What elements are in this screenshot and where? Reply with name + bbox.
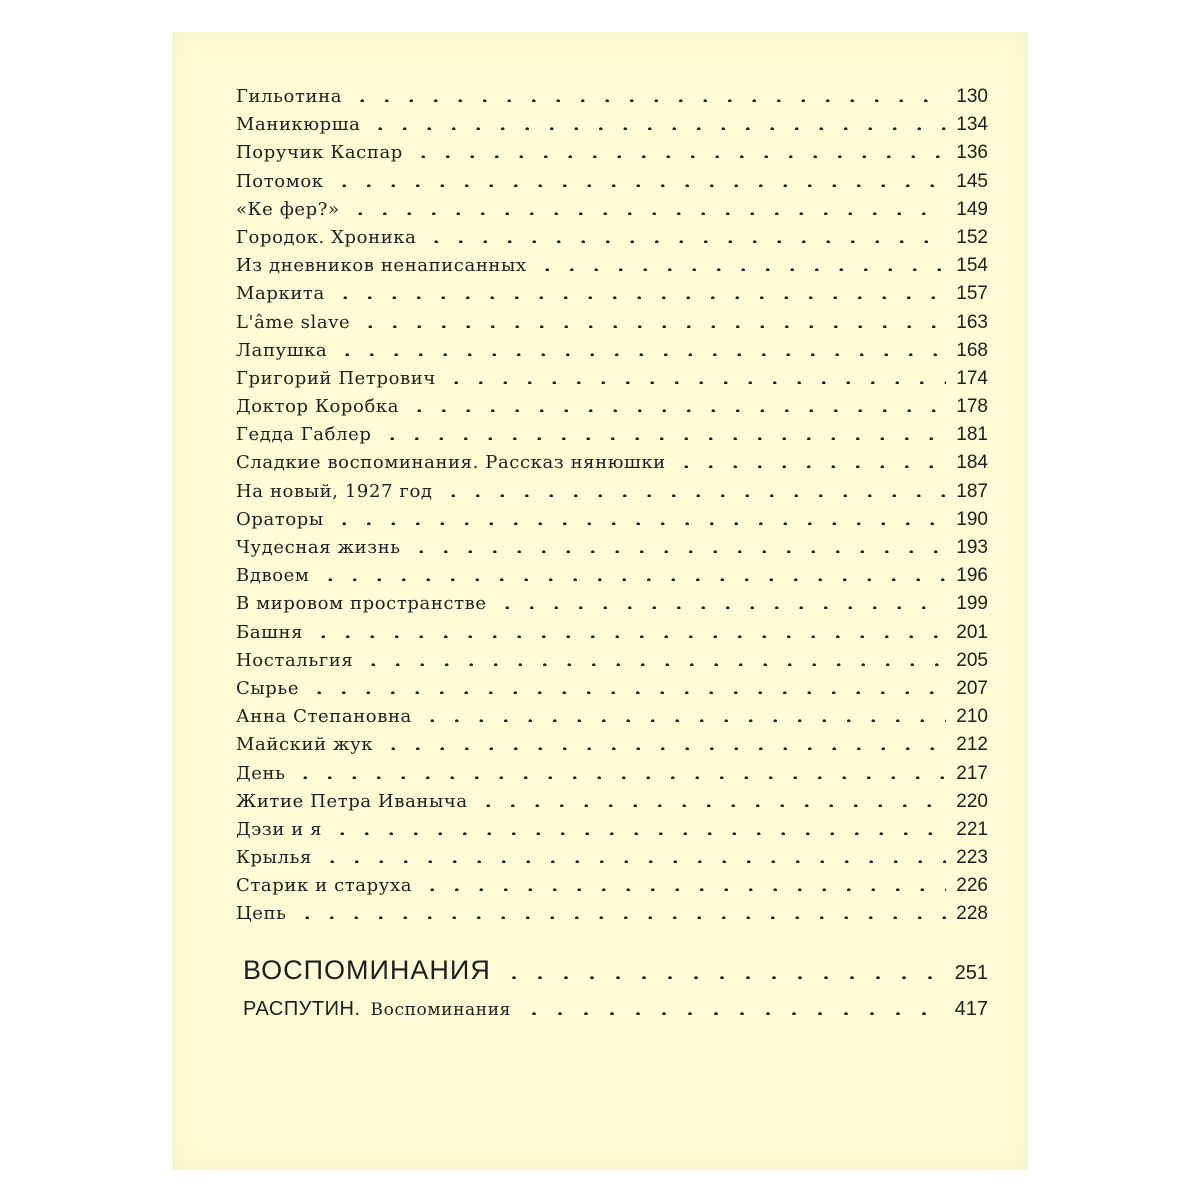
toc-entry <box>236 394 988 422</box>
toc-entry-page: 205 <box>956 649 988 671</box>
toc-entry-title: Поручик Каспар <box>236 142 403 164</box>
toc-entry-title: L'âme slave <box>236 311 351 333</box>
toc-entry-page: 207 <box>956 677 988 699</box>
toc-entry-page: 196 <box>956 565 988 587</box>
dot-leader <box>381 732 946 750</box>
dot-leader <box>420 873 946 891</box>
toc-entry <box>236 84 988 112</box>
dot-leader <box>444 366 946 384</box>
toc-entry-page: 130 <box>956 86 988 107</box>
dot-leader <box>320 845 946 863</box>
dot-leader <box>350 84 946 102</box>
toc-entry <box>236 704 988 732</box>
toc-entry-title: Гильотина <box>236 86 343 107</box>
toc-entry-page: 199 <box>956 593 988 615</box>
toc-entry-page: 187 <box>956 480 988 502</box>
toc-entry-page: 168 <box>956 339 988 361</box>
toc-entry <box>236 310 988 338</box>
toc-entry-title: Сырье <box>236 677 300 699</box>
dot-leader <box>318 563 947 581</box>
toc-entry <box>236 845 988 873</box>
toc-entry-page: 193 <box>956 537 988 558</box>
dot-leader <box>407 394 946 412</box>
toc-entry <box>236 169 988 197</box>
toc-entry-page: 210 <box>956 706 988 728</box>
toc-entry-title: Цепь <box>236 903 287 925</box>
toc-entry <box>236 422 988 450</box>
toc-entry <box>236 620 988 648</box>
toc-entry-page: 212 <box>956 734 988 756</box>
toc-entry-title: Городок. Хроника <box>236 226 417 248</box>
toc-entry-title: Маникюрша <box>236 114 361 136</box>
dot-leader <box>333 281 946 299</box>
toc-entry <box>236 676 988 704</box>
toc-entry <box>236 225 988 253</box>
dot-leader <box>380 422 947 440</box>
toc-entry-page: 174 <box>956 367 988 389</box>
toc-entry <box>236 112 988 140</box>
toc-entry-title: Ностальгия <box>236 649 354 671</box>
toc-entry <box>236 507 988 535</box>
toc-entry-title: Вдвоем <box>236 565 310 587</box>
toc-entry <box>236 873 988 901</box>
toc-entry <box>236 450 988 478</box>
toc-entry-page: 145 <box>956 170 988 192</box>
section-memoirs <box>243 955 988 986</box>
dot-leader <box>348 197 947 215</box>
toc-entry-title: Майский жук <box>236 734 374 756</box>
toc-entry <box>236 535 988 563</box>
dot-leader <box>674 450 947 468</box>
toc-entry <box>236 901 988 929</box>
dot-leader <box>293 761 946 779</box>
dot-leader <box>330 817 946 835</box>
toc-entry-title: «Ке фер?» <box>236 198 340 220</box>
dot-leader <box>361 648 946 666</box>
toc-entry-page: 157 <box>956 283 988 305</box>
toc-entry-title: Чудесная жизнь <box>236 537 401 558</box>
toc-entry-title: Дэзи и я <box>236 818 323 840</box>
dot-leader <box>476 789 947 807</box>
toc-entry-page: 181 <box>956 424 988 446</box>
toc-entry-title: В мировом пространстве <box>236 593 487 615</box>
toc-entry-title: Григорий Петрович <box>236 367 436 389</box>
dot-leader <box>411 140 946 158</box>
toc-entry-title: Житие Петра Иваныча <box>236 790 468 812</box>
dot-leader <box>368 112 946 130</box>
toc-entry <box>236 479 988 507</box>
toc-entry-title: Доктор Коробка <box>236 396 400 418</box>
dot-leader <box>335 338 946 356</box>
toc-entry-title: Анна Степановна <box>236 706 412 728</box>
section-rasputin-title: РАСПУТИН. <box>243 998 361 1020</box>
toc-entry-page: 220 <box>956 790 988 812</box>
dot-leader <box>424 225 946 243</box>
table-of-contents <box>236 84 988 930</box>
toc-entry-page: 228 <box>956 903 988 925</box>
toc-entry-page: 184 <box>956 452 988 474</box>
toc-entry <box>236 281 988 309</box>
toc-entry <box>236 817 988 845</box>
toc-entry-title: Потомок <box>236 170 324 192</box>
toc-entry-page: 149 <box>956 198 988 220</box>
dot-leader <box>307 676 946 694</box>
toc-entry <box>236 197 988 225</box>
toc-entry-page: 134 <box>956 114 988 136</box>
toc-entry-page: 221 <box>956 818 988 840</box>
dot-leader <box>535 253 947 271</box>
dot-leader <box>441 479 947 497</box>
toc-entry-title: Из дневников ненаписанных <box>236 255 527 277</box>
toc-entry <box>236 732 988 760</box>
dot-leader <box>332 169 947 187</box>
toc-entry-page: 223 <box>956 847 988 869</box>
toc-entry <box>236 591 988 619</box>
toc-entry-page: 136 <box>956 142 988 164</box>
toc-entry <box>236 789 988 817</box>
toc-entry-page: 163 <box>956 311 988 333</box>
toc-entry-page: 217 <box>956 762 988 784</box>
toc-entry-page: 201 <box>956 621 988 643</box>
dot-leader <box>332 507 946 525</box>
dot-leader <box>295 901 947 919</box>
toc-entry <box>236 366 988 394</box>
toc-entry-title: Крылья <box>236 847 312 869</box>
dot-leader <box>501 963 939 979</box>
toc-entry-title: Башня <box>236 621 304 643</box>
dot-leader <box>311 620 946 638</box>
toc-entry-page: 152 <box>956 226 988 248</box>
section-memoirs-page: 251 <box>954 962 988 984</box>
dot-leader <box>495 591 947 609</box>
toc-entry-title: Ораторы <box>236 508 324 530</box>
toc-entry-title: Старик и старуха <box>236 875 413 897</box>
toc-entry-page: 154 <box>956 255 988 277</box>
toc-entry-title: Сладкие воспоминания. Рассказ нянюшки <box>236 452 666 474</box>
toc-entry <box>236 253 988 281</box>
toc-entry <box>236 140 988 168</box>
toc-entry <box>236 648 988 676</box>
toc-entry-page: 226 <box>956 875 988 897</box>
toc-entry <box>236 563 988 591</box>
toc-entry-title: Лапушка <box>236 339 328 361</box>
section-rasputin-page: 417 <box>954 998 988 1020</box>
toc-entry-page: 190 <box>956 508 988 530</box>
toc-entry-page: 178 <box>956 396 988 418</box>
dot-leader <box>358 310 946 328</box>
dot-leader <box>420 704 946 722</box>
dot-leader <box>521 999 939 1015</box>
toc-entry-title: Маркита <box>236 283 325 305</box>
dot-leader <box>409 535 947 553</box>
toc-entry <box>236 338 988 366</box>
toc-entry <box>236 761 988 789</box>
section-memoirs-title: ВОСПОМИНАНИЯ <box>243 955 491 985</box>
toc-entry-title: День <box>236 762 286 784</box>
section-rasputin <box>243 998 988 1021</box>
toc-entry-title: Гедда Габлер <box>236 424 372 446</box>
toc-entry-title: На новый, 1927 год <box>236 480 433 502</box>
section-rasputin-subtitle: Воспоминания <box>370 1000 511 1020</box>
